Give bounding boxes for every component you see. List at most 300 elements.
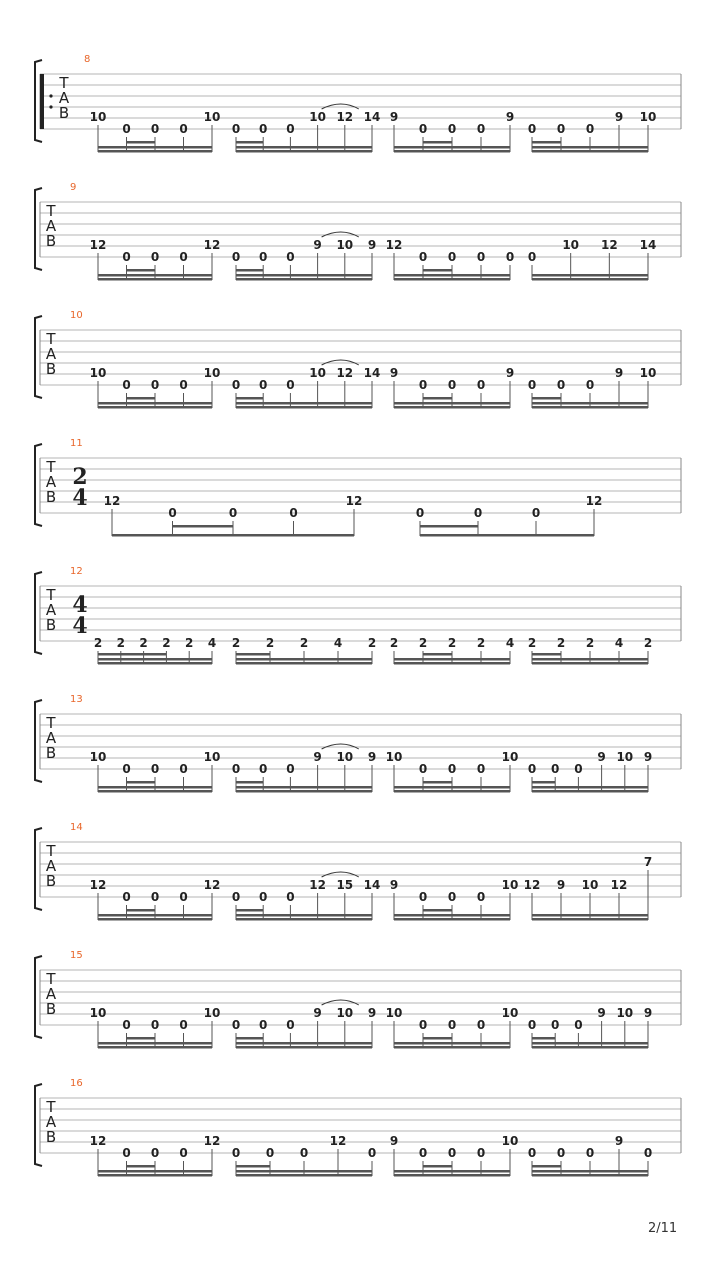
- fret-number: 9: [597, 1006, 606, 1020]
- fret-number: 9: [389, 1134, 399, 1148]
- tab-clef-letter: A: [45, 345, 57, 363]
- fret-number: 0: [585, 1146, 595, 1160]
- fret-number: 0: [231, 1018, 241, 1032]
- fret-number: 10: [616, 750, 634, 764]
- beam-sixteenth: [423, 653, 452, 656]
- beam: [394, 1042, 510, 1045]
- fret-number: 2: [476, 636, 486, 650]
- fret-number: 4: [207, 636, 217, 650]
- beam-sixteenth: [173, 525, 234, 528]
- fret-number: 12: [203, 878, 221, 892]
- fret-number: 0: [150, 378, 160, 392]
- fret-number: 0: [556, 1146, 566, 1160]
- fret-number: 0: [150, 762, 160, 776]
- fret-number: 0: [122, 762, 131, 776]
- fret-number: 2: [418, 636, 428, 650]
- tab-clef-letter: B: [45, 488, 57, 506]
- tab-clef-letter: A: [45, 857, 57, 875]
- fret-number: 0: [418, 1018, 428, 1032]
- fret-number: 0: [447, 250, 457, 264]
- fret-number: 0: [286, 378, 295, 392]
- beam: [236, 1174, 372, 1177]
- fret-number: 12: [203, 238, 221, 252]
- beam-sixteenth: [236, 1165, 270, 1168]
- fret-number: 0: [259, 378, 268, 392]
- beam-sixteenth: [98, 653, 166, 656]
- fret-number: 0: [476, 762, 486, 776]
- beam: [532, 402, 648, 405]
- beam: [236, 146, 372, 149]
- fret-number: 9: [614, 110, 624, 124]
- fret-number: 0: [231, 762, 241, 776]
- beam: [394, 274, 510, 277]
- fret-number: 12: [89, 1134, 107, 1148]
- system-bracket: [35, 828, 42, 910]
- fret-number: 0: [476, 1018, 486, 1032]
- system-bracket: [35, 956, 42, 1038]
- fret-number: 0: [150, 1146, 160, 1160]
- fret-number: 10: [309, 366, 326, 380]
- fret-number: 9: [367, 238, 377, 252]
- beam: [420, 534, 594, 537]
- beam-sixteenth: [127, 1037, 156, 1040]
- fret-number: 0: [179, 890, 188, 904]
- fret-number: 0: [418, 762, 428, 776]
- fret-number: 0: [150, 250, 160, 264]
- fret-number: 0: [643, 1146, 653, 1160]
- fret-number: 10: [89, 110, 107, 124]
- fret-number: 2: [116, 636, 125, 650]
- system-bracket: [35, 1084, 42, 1166]
- fret-number: 0: [150, 122, 160, 136]
- beam: [236, 918, 372, 921]
- beam-sixteenth: [127, 397, 156, 400]
- beam: [394, 146, 510, 149]
- fret-number: 2: [162, 636, 171, 650]
- fret-number: 14: [639, 238, 657, 252]
- measure-number: 14: [70, 822, 83, 833]
- fret-number: 2: [93, 636, 103, 650]
- fret-number: 0: [122, 122, 131, 136]
- fret-number: 0: [259, 250, 268, 264]
- beam: [98, 790, 212, 793]
- beam: [532, 1042, 648, 1045]
- time-signature-denominator: 4: [72, 485, 88, 511]
- fret-number: 0: [447, 890, 457, 904]
- fret-number: 10: [336, 1006, 354, 1020]
- fret-number: 0: [150, 890, 160, 904]
- system-bracket: [35, 572, 42, 654]
- beam: [236, 662, 372, 665]
- beam-sixteenth: [423, 909, 452, 912]
- fret-number: 12: [89, 238, 107, 252]
- fret-number: 2: [367, 636, 377, 650]
- fret-number: 14: [363, 366, 381, 380]
- beam-sixteenth: [236, 653, 270, 656]
- fret-number: 12: [103, 494, 121, 508]
- fret-number: 10: [89, 366, 107, 380]
- fret-number: 12: [309, 878, 326, 892]
- beam: [98, 146, 212, 149]
- beam-sixteenth: [532, 781, 555, 784]
- fret-number: 2: [643, 636, 653, 650]
- fret-number: 0: [551, 1018, 560, 1032]
- fret-number: 0: [585, 122, 595, 136]
- beam: [394, 150, 510, 153]
- tab-clef-letter: T: [46, 330, 56, 348]
- beam: [532, 914, 648, 917]
- beam: [532, 150, 648, 153]
- repeat-dot: [49, 105, 52, 108]
- tab-clef-letter: A: [45, 217, 57, 235]
- beam: [98, 402, 212, 405]
- beam: [236, 406, 372, 409]
- fret-number: 0: [289, 506, 298, 520]
- fret-number: 0: [231, 122, 241, 136]
- fret-number: 9: [313, 1006, 322, 1020]
- measure-number: 13: [70, 694, 83, 705]
- tab-clef-letter: T: [46, 458, 56, 476]
- fret-number: 9: [643, 750, 653, 764]
- fret-number: 0: [179, 378, 188, 392]
- beam: [236, 1042, 372, 1045]
- beam-sixteenth: [423, 781, 452, 784]
- fret-number: 0: [179, 762, 188, 776]
- beam: [532, 918, 648, 921]
- beam: [394, 406, 510, 409]
- beam-sixteenth: [532, 1165, 561, 1168]
- fret-number: 0: [418, 122, 428, 136]
- fret-number: 10: [639, 110, 657, 124]
- fret-number: 0: [122, 1018, 131, 1032]
- fret-number: 4: [505, 636, 515, 650]
- fret-number: 2: [299, 636, 309, 650]
- fret-number: 0: [418, 1146, 428, 1160]
- fret-number: 0: [447, 122, 457, 136]
- fret-number: 9: [614, 1134, 624, 1148]
- tab-clef-letter: T: [46, 842, 56, 860]
- beam: [532, 786, 648, 789]
- fret-number: 0: [527, 762, 537, 776]
- repeat-bar: [40, 74, 44, 129]
- fret-number: 12: [610, 878, 628, 892]
- tab-clef-letter: T: [46, 586, 56, 604]
- beam-sixteenth: [127, 141, 156, 144]
- beam: [98, 658, 212, 661]
- fret-number: 9: [505, 366, 515, 380]
- tab-clef-letter: T: [59, 74, 69, 92]
- beam: [98, 914, 212, 917]
- measure-number: 16: [70, 1078, 83, 1089]
- beam: [394, 658, 510, 661]
- fret-number: 0: [527, 1018, 537, 1032]
- measure-number: 12: [70, 566, 83, 577]
- fret-number: 0: [367, 1146, 377, 1160]
- tab-clef-letter: B: [45, 1000, 57, 1018]
- fret-number: 10: [501, 878, 519, 892]
- beam: [394, 662, 510, 665]
- fret-number: 15: [336, 878, 354, 892]
- tab-system: [35, 956, 681, 1038]
- fret-number: 0: [122, 378, 131, 392]
- fret-number: 9: [313, 750, 322, 764]
- beam-sixteenth: [236, 1037, 263, 1040]
- beam: [394, 914, 510, 917]
- fret-number: 0: [231, 250, 241, 264]
- fret-number: 0: [531, 506, 541, 520]
- tab-clef-letter: B: [45, 360, 57, 378]
- time-signature-numerator: 4: [72, 592, 88, 618]
- fret-number: 0: [415, 506, 425, 520]
- fret-number: 2: [265, 636, 275, 650]
- fret-number: 0: [476, 1146, 486, 1160]
- tab-clef-letter: A: [45, 601, 57, 619]
- tab-clef-letter: A: [45, 1113, 57, 1131]
- beam-sixteenth: [423, 141, 452, 144]
- fret-number: 12: [203, 1134, 221, 1148]
- time-signature-denominator: 4: [72, 613, 88, 639]
- fret-number: 9: [614, 366, 624, 380]
- fret-number: 0: [556, 378, 566, 392]
- beam-sixteenth: [127, 781, 156, 784]
- beam-sixteenth: [423, 1037, 452, 1040]
- tab-system: [35, 60, 681, 142]
- beam-sixteenth: [236, 781, 263, 784]
- beam: [532, 658, 648, 661]
- fret-number: 0: [286, 762, 295, 776]
- fret-number: 10: [203, 366, 221, 380]
- fret-number: 0: [265, 1146, 275, 1160]
- beam: [98, 150, 212, 153]
- fret-number: 0: [122, 890, 131, 904]
- beam: [98, 1042, 212, 1045]
- system-bracket: [35, 444, 42, 526]
- beam-sixteenth: [423, 1165, 452, 1168]
- fret-number: 9: [556, 878, 566, 892]
- beam-sixteenth: [532, 653, 561, 656]
- beam: [236, 402, 372, 405]
- beam: [98, 918, 212, 921]
- fret-number: 2: [556, 636, 566, 650]
- repeat-dot: [49, 94, 52, 97]
- tab-clef-letter: A: [45, 985, 57, 1003]
- fret-number: 0: [231, 378, 241, 392]
- fret-number: 0: [286, 250, 295, 264]
- beam: [98, 1046, 212, 1049]
- fret-number: 0: [505, 250, 515, 264]
- fret-number: 0: [179, 1146, 188, 1160]
- beam-sixteenth: [236, 141, 263, 144]
- fret-number: 9: [597, 750, 606, 764]
- fret-number: 0: [447, 762, 457, 776]
- fret-number: 0: [179, 1018, 188, 1032]
- beam: [236, 1046, 372, 1049]
- tab-system: [35, 828, 681, 910]
- beam-sixteenth: [532, 397, 561, 400]
- beam: [394, 1174, 510, 1177]
- fret-number: 0: [418, 378, 428, 392]
- fret-number: 10: [203, 750, 221, 764]
- fret-number: 0: [476, 890, 486, 904]
- fret-number: 0: [179, 122, 188, 136]
- system-bracket: [35, 316, 42, 398]
- beam-sixteenth: [127, 909, 156, 912]
- fret-number: 12: [336, 366, 354, 380]
- tab-clef-letter: B: [58, 104, 70, 122]
- beam: [236, 1170, 372, 1173]
- fret-number: 0: [228, 506, 238, 520]
- beam: [236, 786, 372, 789]
- beam: [236, 278, 372, 281]
- beam-sixteenth: [420, 525, 478, 528]
- fret-number: 9: [313, 238, 322, 252]
- beam: [532, 406, 648, 409]
- beam: [98, 786, 212, 789]
- fret-number: 14: [363, 878, 381, 892]
- fret-number: 12: [600, 238, 618, 252]
- beam: [98, 278, 212, 281]
- fret-number: 0: [447, 378, 457, 392]
- fret-number: 2: [139, 636, 148, 650]
- beam: [532, 1174, 648, 1177]
- beam: [236, 658, 372, 661]
- measure-number: 11: [70, 438, 83, 449]
- fret-number: 12: [89, 878, 107, 892]
- fret-number: 2: [389, 636, 399, 650]
- beam: [98, 274, 212, 277]
- fret-number: 10: [616, 1006, 634, 1020]
- beam: [532, 790, 648, 793]
- beam-sixteenth: [236, 269, 263, 272]
- beam-sixteenth: [532, 1037, 555, 1040]
- beam: [98, 1170, 212, 1173]
- fret-number: 10: [581, 878, 599, 892]
- tab-clef-letter: T: [46, 970, 56, 988]
- tab-system: [35, 700, 681, 782]
- tab-clef-letter: A: [45, 729, 57, 747]
- fret-number: 0: [585, 378, 595, 392]
- beam-sixteenth: [236, 909, 263, 912]
- fret-number: 0: [447, 1018, 457, 1032]
- fret-number: 9: [643, 1006, 653, 1020]
- tab-clef-letter: A: [58, 89, 70, 107]
- fret-number: 0: [286, 122, 295, 136]
- tab-clef-letter: B: [45, 232, 57, 250]
- fret-number: 0: [551, 762, 560, 776]
- fret-number: 9: [389, 366, 399, 380]
- system-bracket: [35, 188, 42, 270]
- beam: [98, 1174, 212, 1177]
- beam-sixteenth: [236, 397, 263, 400]
- beam-sixteenth: [127, 269, 156, 272]
- fret-number: 0: [122, 250, 131, 264]
- fret-number: 12: [385, 238, 403, 252]
- fret-number: 10: [89, 750, 107, 764]
- beam: [394, 402, 510, 405]
- fret-number: 10: [336, 750, 354, 764]
- beam: [236, 274, 372, 277]
- fret-number: 0: [231, 890, 241, 904]
- measure-number: 15: [70, 950, 83, 961]
- beam-sixteenth: [532, 141, 561, 144]
- beam: [394, 790, 510, 793]
- fret-number: 0: [259, 890, 268, 904]
- fret-number: 2: [447, 636, 457, 650]
- fret-number: 2: [527, 636, 537, 650]
- fret-number: 12: [336, 110, 354, 124]
- fret-number: 9: [505, 110, 515, 124]
- fret-number: 10: [501, 1134, 519, 1148]
- fret-number: 9: [389, 110, 399, 124]
- fret-number: 0: [150, 1018, 160, 1032]
- fret-number: 0: [476, 378, 486, 392]
- fret-number: 10: [501, 1006, 519, 1020]
- tab-system: [35, 316, 681, 398]
- tab-clef-letter: B: [45, 616, 57, 634]
- fret-number: 10: [203, 110, 221, 124]
- beam: [394, 278, 510, 281]
- fret-number: 7: [643, 855, 653, 869]
- tab-system: [35, 572, 681, 654]
- fret-number: 10: [385, 750, 403, 764]
- fret-number: 9: [389, 878, 399, 892]
- measure-number: 10: [70, 310, 83, 321]
- fret-number: 0: [574, 762, 583, 776]
- fret-number: 14: [363, 110, 381, 124]
- fret-number: 10: [89, 1006, 107, 1020]
- tab-system: [35, 444, 681, 526]
- fret-number: 10: [501, 750, 519, 764]
- fret-number: 0: [418, 890, 428, 904]
- beam-sixteenth: [127, 1165, 156, 1168]
- tab-system: [35, 188, 681, 270]
- fret-number: 12: [329, 1134, 347, 1148]
- beam: [394, 918, 510, 921]
- fret-number: 0: [286, 1018, 295, 1032]
- beam: [532, 662, 648, 665]
- beam: [236, 914, 372, 917]
- fret-number: 0: [473, 506, 483, 520]
- fret-number: 0: [286, 890, 295, 904]
- fret-number: 0: [418, 250, 428, 264]
- beam: [532, 146, 648, 149]
- fret-number: 9: [367, 750, 377, 764]
- tab-clef-letter: B: [45, 744, 57, 762]
- fret-number: 10: [309, 110, 326, 124]
- beam: [98, 662, 212, 665]
- beam: [112, 534, 354, 537]
- beam: [98, 406, 212, 409]
- fret-number: 12: [345, 494, 363, 508]
- fret-number: 0: [574, 1018, 583, 1032]
- fret-number: 0: [527, 250, 537, 264]
- beam: [532, 274, 648, 277]
- fret-number: 0: [168, 506, 177, 520]
- fret-number: 10: [385, 1006, 403, 1020]
- beam-sixteenth: [423, 397, 452, 400]
- fret-number: 0: [476, 122, 486, 136]
- fret-number: 0: [556, 122, 566, 136]
- beam: [236, 150, 372, 153]
- fret-number: 0: [527, 122, 537, 136]
- fret-number: 4: [333, 636, 343, 650]
- fret-number: 9: [367, 1006, 377, 1020]
- page-number: 2/11: [648, 1221, 678, 1236]
- system-bracket: [35, 700, 42, 782]
- fret-number: 10: [639, 366, 657, 380]
- beam: [236, 790, 372, 793]
- fret-number: 0: [476, 250, 486, 264]
